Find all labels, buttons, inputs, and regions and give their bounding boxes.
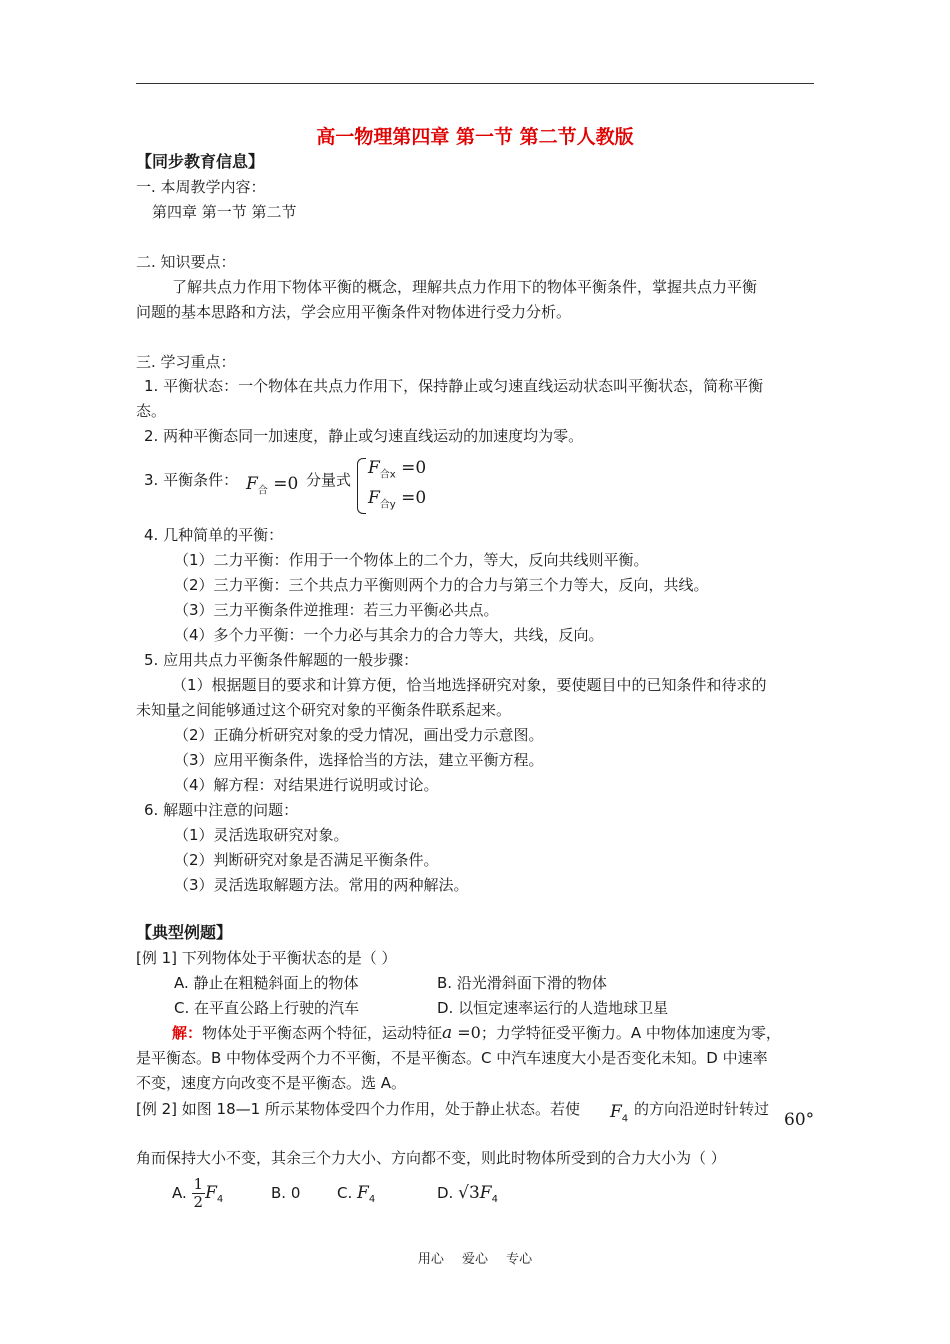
point-5-item: （2）正确分析研究对象的受力情况，画出受力示意图。 (174, 726, 544, 744)
knowledge-heading: 二. 知识要点： (136, 253, 236, 271)
content-heading: 一. 本周教学内容： (136, 178, 266, 196)
example-2-question-line: 角而保持大小不变，其余三个力大小、方向都不变，则此时物体所受到的合力大小为（ ） (136, 1149, 726, 1167)
knowledge-line: 问题的基本思路和方法，学会应用平衡条件对物体进行受力分析。 (136, 303, 572, 321)
example-2-question-line: [例 2] 如图 18—1 所示某物体受四个力作用，处于静止状态。若使 (136, 1100, 580, 1118)
angle-60: 60° (784, 1110, 815, 1130)
point-4-item: （3）三力平衡条件逆推理：若三力平衡必共点。 (174, 601, 499, 619)
example-1-solution-line: 不变，速度方向改变不是平衡态。选 A。 (136, 1074, 407, 1092)
point-6-item: （3）灵活选取解题方法。常用的两种解法。 (174, 876, 469, 894)
page-footer: 用心 爱心 专心 (417, 1252, 533, 1267)
example-1-option-b: B. 沿光滑斜面下滑的物体 (437, 974, 607, 992)
example-1-solution-line: 是平衡态。B 中物体受两个力不平衡，不是平衡态。C 中汽车速度大小是否变化未知。D 中速率 (136, 1049, 768, 1067)
equation-fx: $F_{合x} =0$ (368, 458, 427, 481)
point-2: 2. 两种平衡态同一加速度，静止或匀速直线运动的加速度均为零。 (144, 427, 584, 445)
point-4-item: （2）三力平衡：三个共点力平衡则两个力的合力与第三个力等大，反向，共线。 (174, 576, 709, 594)
example-1-option-c: C. 在平直公路上行驶的汽车 (174, 999, 360, 1017)
example-2-option-d: D. $√3F_4$ (437, 1183, 498, 1205)
point-5-item: 未知量之间能够通过这个研究对象的平衡条件联系起来。 (136, 701, 512, 719)
sync-info-heading: 【同步教育信息】 (136, 152, 265, 171)
point-4-item: （4）多个力平衡：一个力必与其余力的合力等大，共线，反向。 (174, 626, 604, 644)
point-5-item: （3）应用平衡条件，选择恰当的方法，建立平衡方程。 (174, 751, 544, 769)
force-f4: $F_4$ (610, 1102, 629, 1125)
point-4: 4. 几种简单的平衡： (144, 526, 284, 544)
left-brace (357, 458, 366, 514)
component-label: 分量式 (306, 471, 352, 489)
point-6-item: （1）灵活选取研究对象。 (174, 826, 349, 844)
content-text: 第四章 第一节 第二节 (152, 203, 297, 221)
point-1-line: 态。 (136, 402, 167, 420)
example-2-option-c: C. $F_4$ (337, 1183, 376, 1205)
examples-heading: 【典型例题】 (136, 923, 233, 942)
point-5: 5. 应用共点力平衡条件解题的一般步骤： (144, 651, 419, 669)
example-1-question: [例 1] 下列物体处于平衡状态的是（ ） (136, 949, 397, 967)
example-1-solution-line: 解：物体处于平衡态两个特征，运动特征a =0；力学特征受平衡力。A 中物体加速度为零， (172, 1023, 781, 1043)
point-5-item: （4）解方程：对结果进行说明或讨论。 (174, 776, 439, 794)
point-5-item: （1）根据题目的要求和计算方便，恰当地选择研究对象，要使题目中的已知条件和待求的 (172, 676, 767, 694)
point-1-line: 1. 平衡状态：一个物体在共点力作用下，保持静止或匀速直线运动状态叫平衡状态，简称平衡 (144, 377, 764, 395)
example-2-option-b: B. 0 (271, 1184, 301, 1202)
example-1-option-d: D. 以恒定速率运行的人造地球卫星 (437, 999, 669, 1017)
equation-fy: $F_{合y} =0$ (368, 488, 427, 511)
point-4-item: （1）二力平衡：作用于一个物体上的二个力，等大，反向共线则平衡。 (174, 551, 649, 569)
header-rule (136, 83, 814, 84)
page-title: 高一物理第四章 第一节 第二节人教版 (316, 126, 634, 148)
focus-heading: 三. 学习重点： (136, 353, 236, 371)
example-2-question-line: 的方向沿逆时针转过 (634, 1100, 770, 1118)
point-6-item: （2）判断研究对象是否满足平衡条件。 (174, 851, 439, 869)
point-3-label: 3. 平衡条件： (144, 471, 239, 489)
example-2-option-a: A. $\frac{1}{2}$ $F_4$ (172, 1175, 224, 1211)
point-6: 6. 解题中注意的问题： (144, 801, 299, 819)
equilibrium-equation: $F_合 =0$ (246, 474, 299, 497)
solution-label: 解： (172, 1024, 203, 1042)
knowledge-line: 了解共点力作用下物体平衡的概念，理解共点力作用下的物体平衡条件，掌握共点力平衡 (172, 278, 758, 296)
example-1-option-a: A. 静止在粗糙斜面上的物体 (174, 974, 359, 992)
